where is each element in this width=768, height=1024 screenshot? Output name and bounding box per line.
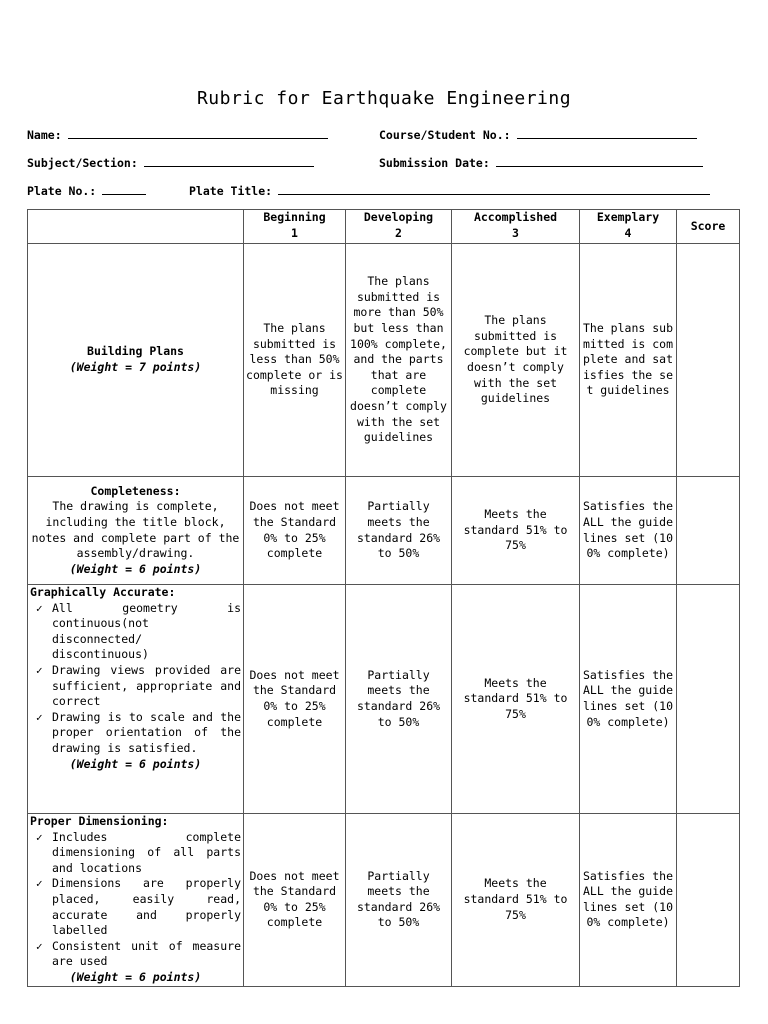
submission-date-label: Submission Date: <box>379 156 490 170</box>
developing-cell: Partially meets the standard 26% to 50% <box>346 585 452 814</box>
accomplished-cell: Meets the standard 51% to 75% <box>452 814 580 987</box>
list-item: ✓ All geometry is continuous(not disconnected/ discontinuous) <box>36 600 241 662</box>
score-cell[interactable] <box>677 477 740 585</box>
exemplary-cell: Satisfies the ALL the guidelines set (100% complete) <box>580 814 677 987</box>
checkmark-icon: ✓ <box>36 601 43 615</box>
name-field[interactable] <box>27 126 328 142</box>
exemplary-cell: Satisfies the ALL the guidelines set (100% complete) <box>580 477 677 585</box>
developing-cell: Partially meets the standard 26% to 50% <box>346 814 452 987</box>
beginning-cell: The plans submitted is less than 50% complete or is missing <box>244 244 346 477</box>
header-exemplary: Exemplary 4 <box>580 210 677 244</box>
accomplished-cell: Meets the standard 51% to 75% <box>452 585 580 814</box>
criteria-header <box>28 210 244 244</box>
developing-cell: The plans submitted is more than 50% but less than 100% complete, and the parts that are complete doesn’t comply with the set guidelines <box>346 244 452 477</box>
table-row <box>28 244 740 477</box>
criterion-cell <box>28 477 244 585</box>
list-item: ✓ Drawing views provided are sufficient, appropriate and correct <box>36 662 241 709</box>
list-item: ✓ Dimensions are properly placed, easily read, accurate and properly labelled <box>36 876 241 938</box>
submission-date-field[interactable] <box>379 154 703 170</box>
header-beginning: Beginning 1 <box>244 210 346 244</box>
subject-section-field[interactable] <box>27 154 314 170</box>
table-row <box>28 477 740 585</box>
exemplary-cell: The plans submitted is complete and satisfies the set guidelines <box>580 244 677 477</box>
criterion-title: Proper Dimensioning: <box>30 814 169 828</box>
criterion-weight: (Weight = 6 points) <box>69 756 202 771</box>
criterion-cell <box>28 814 244 987</box>
table-row <box>28 814 740 987</box>
score-cell[interactable] <box>677 585 740 814</box>
plate-title-field[interactable] <box>189 182 710 198</box>
criterion-cell <box>28 244 244 477</box>
score-cell[interactable] <box>677 244 740 477</box>
table-row <box>28 585 740 814</box>
accomplished-cell: Meets the standard 51% to 75% <box>452 477 580 585</box>
document-title: Rubric for Earthquake Engineering <box>196 88 572 109</box>
beginning-cell: Does not meet the Standard 0% to 25% complete <box>244 814 346 987</box>
checkmark-icon: ✓ <box>36 710 43 724</box>
criterion-checklist <box>30 830 241 970</box>
criterion-title: Graphically Accurate: <box>30 585 176 599</box>
header-developing: Developing 2 <box>346 210 452 244</box>
checkmark-icon: ✓ <box>36 830 43 844</box>
course-student-blank[interactable] <box>517 126 697 139</box>
checkmark-icon: ✓ <box>36 939 43 953</box>
exemplary-cell: Satisfies the ALL the guidelines set (100% complete) <box>580 585 677 814</box>
criterion-checklist <box>30 601 241 757</box>
plate-no-label: Plate No.: <box>27 184 97 198</box>
score-cell[interactable] <box>677 814 740 987</box>
criterion-cell <box>28 585 244 814</box>
beginning-cell: Does not meet the Standard 0% to 25% complete <box>244 477 346 585</box>
criterion-weight: (Weight = 6 points) <box>69 561 202 576</box>
rubric-table <box>27 209 740 987</box>
header-score: Score <box>677 210 740 244</box>
checkmark-icon: ✓ <box>36 663 43 677</box>
plate-title-label: Plate Title: <box>189 184 273 198</box>
subject-section-blank[interactable] <box>144 154 314 167</box>
checkmark-icon: ✓ <box>36 877 43 891</box>
criterion-title: Building Plans <box>87 344 184 359</box>
list-item: ✓ Consistent unit of measure are used <box>36 938 241 969</box>
criterion-description: The drawing is complete, including the title block, notes and complete part of the assembly/drawing. <box>31 499 240 561</box>
subject-section-label: Subject/Section: <box>27 156 138 170</box>
beginning-cell: Does not meet the Standard 0% to 25% complete <box>244 585 346 814</box>
submission-date-blank[interactable] <box>496 154 703 167</box>
plate-title-blank[interactable] <box>278 182 710 195</box>
plate-no-blank[interactable] <box>102 182 146 195</box>
plate-no-field[interactable] <box>27 182 146 198</box>
criterion-weight: (Weight = 6 points) <box>69 969 202 984</box>
criterion-weight: (Weight = 7 points) <box>69 360 202 374</box>
header-row <box>28 210 740 244</box>
accomplished-cell: The plans submitted is complete but it doesn’t comply with the set guidelines <box>452 244 580 477</box>
header-accomplished: Accomplished 3 <box>452 210 580 244</box>
list-item: ✓ Drawing is to scale and the proper orientation of the drawing is satisfied. <box>36 709 241 755</box>
list-item: ✓ Includes complete dimensioning of all parts and locations <box>36 829 241 875</box>
developing-cell: Partially meets the standard 26% to 50% <box>346 477 452 585</box>
course-student-label: Course/Student No.: <box>379 128 511 142</box>
name-label: Name: <box>27 128 62 142</box>
criterion-title: Completeness: <box>90 483 181 498</box>
course-student-field[interactable] <box>379 126 697 142</box>
name-blank[interactable] <box>68 126 328 139</box>
